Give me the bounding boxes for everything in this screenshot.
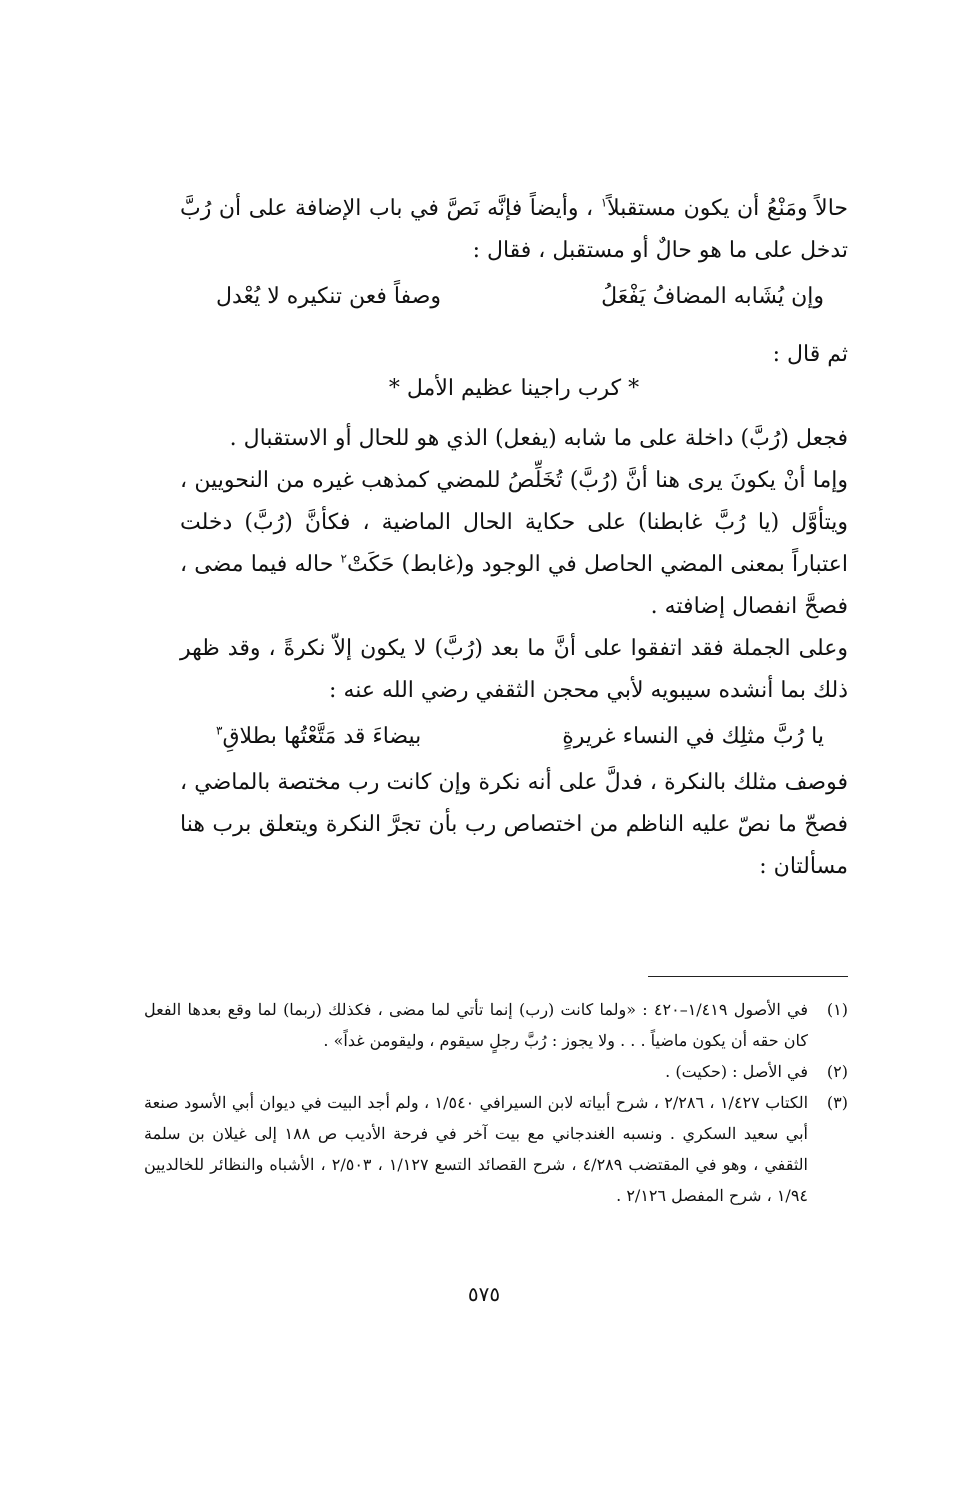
footnote-2-number: (٢) bbox=[826, 1062, 848, 1081]
verse-1-left-hemistich: وصفاً فعن تنكيره لا يُعْدل bbox=[216, 284, 442, 309]
footnote-1-text: في الأصول ١/٤١٩–٤٢٠ : «ولما كانت (رب) إنما تأتي لما مضى ، فكذلك (ربما) لما وقع بعدها الفعل كان حقه أن يكون ماضياً . . . ولا يجوز : رُبَّ رجلٍ سيقوم ، وليقومن غداً» . bbox=[144, 1000, 809, 1050]
paragraph-4 bbox=[180, 460, 848, 628]
verse-3-right-hemistich: يا رُبَّ مثلِك في النساء غريرةٍ bbox=[562, 724, 824, 749]
footnote-1-number: (١) bbox=[826, 1000, 848, 1019]
footnote-2-text: في الأصل : (حكيت) . bbox=[665, 1062, 808, 1081]
verse-1 bbox=[180, 276, 848, 318]
footnote-3-number: (٣) bbox=[826, 1093, 848, 1112]
main-text bbox=[180, 188, 848, 888]
footnote-1 bbox=[144, 994, 848, 1056]
paragraph-4-text: وإما أنْ يكونَ يرى هنا أنَّ (رُبَّ) تُخَلِّصُ للمضي كمذهب غيره من النحويين ، ويتأوَّل (يا رُبَّ غابطنا) على حكاية الحال الماضية ، فكأنَّ (رُبَّ) دخلت اعتباراً بمعنى المضي الحاصل في الوجود و(غابط) حَكَتْ bbox=[180, 468, 848, 577]
footnote-ref-1: ١ bbox=[600, 195, 608, 210]
footnote-ref-2: ٢ bbox=[340, 551, 347, 566]
footnote-2 bbox=[144, 1056, 848, 1087]
verse-3-left-hemistich bbox=[216, 716, 421, 758]
paragraph-1-rest: ، وأيضاً فإنَّه نَصَّ في باب الإضافة على أن رُبَّ تدخل على ما هو حالٌ أو مستقبل ، فقال : bbox=[180, 196, 848, 263]
verse-1-right-hemistich: وإن يُشَابه المضافُ يَفْعَلُ bbox=[601, 284, 824, 309]
paragraph-6: فوصف مثلك بالنكرة ، فدلَّ على أنه نكرة وإن كانت رب مختصة بالماضي ، فصحّ ما نصّ عليه الناظم من اختصاص رب بأن تجرَّ النكرة ويتعلق برب هنا مسألتان : bbox=[180, 770, 848, 879]
paragraph-4-rest: حاله فيما مضى ، فصحَّ انفصال إضافته . bbox=[180, 552, 848, 619]
paragraph-5: وعلى الجملة فقد اتفقوا على أنَّ ما بعد (رُبَّ) لا يكون إلاّ نكرةً ، وقد ظهر ذلك بما أنشده سيبويه لأبي محجن الثقفي رضي الله عنه : bbox=[180, 636, 848, 703]
paragraph-1 bbox=[180, 188, 848, 272]
page-number: ٥٧٥ bbox=[467, 1282, 501, 1306]
footnotes bbox=[144, 994, 848, 1211]
verse-2: * كرب راجينا عظيم الأمل * bbox=[388, 376, 640, 401]
paragraph-1-text: حالاً ومَنْعُ أن يكون مستقبلاً bbox=[607, 196, 849, 221]
footnote-3 bbox=[144, 1087, 848, 1211]
footnote-ref-3: ٣ bbox=[216, 723, 223, 738]
paragraph-2: ثم قال : bbox=[772, 342, 848, 367]
verse-3-left-text: بيضاءَ قد مَتَّعْتُها بطلاقِ bbox=[222, 724, 422, 749]
verse-3 bbox=[180, 716, 848, 758]
footnote-separator bbox=[648, 976, 848, 977]
paragraph-3: فجعل (رُبَّ) داخلة على ما شابه (يفعل) الذي هو للحال أو الاستقبال . bbox=[229, 426, 848, 451]
footnote-3-text: الكتاب ١/٤٢٧ ، ٢/٢٨٦ ، شرح أبياته لابن السيرافي ١/٥٤٠ ، ولم أجد البيت في ديوان أبي الأسود صنعة أبي سعيد السكري . ونسبه الغندجاني مع بيت آخر في فرحة الأديب ص ١٨٨ إلى غيلان بن سلمة الثقفي ، وهو في المقتضب ٤/٢٨٩ ، شرح القصائد التسع ١/١٢٧ ، ٢/٥٠٣ ، الأشباه والنظائر للخالديين ١/٩٤ ، شرح المفصل ٢/١٢٦ . bbox=[144, 1093, 809, 1205]
